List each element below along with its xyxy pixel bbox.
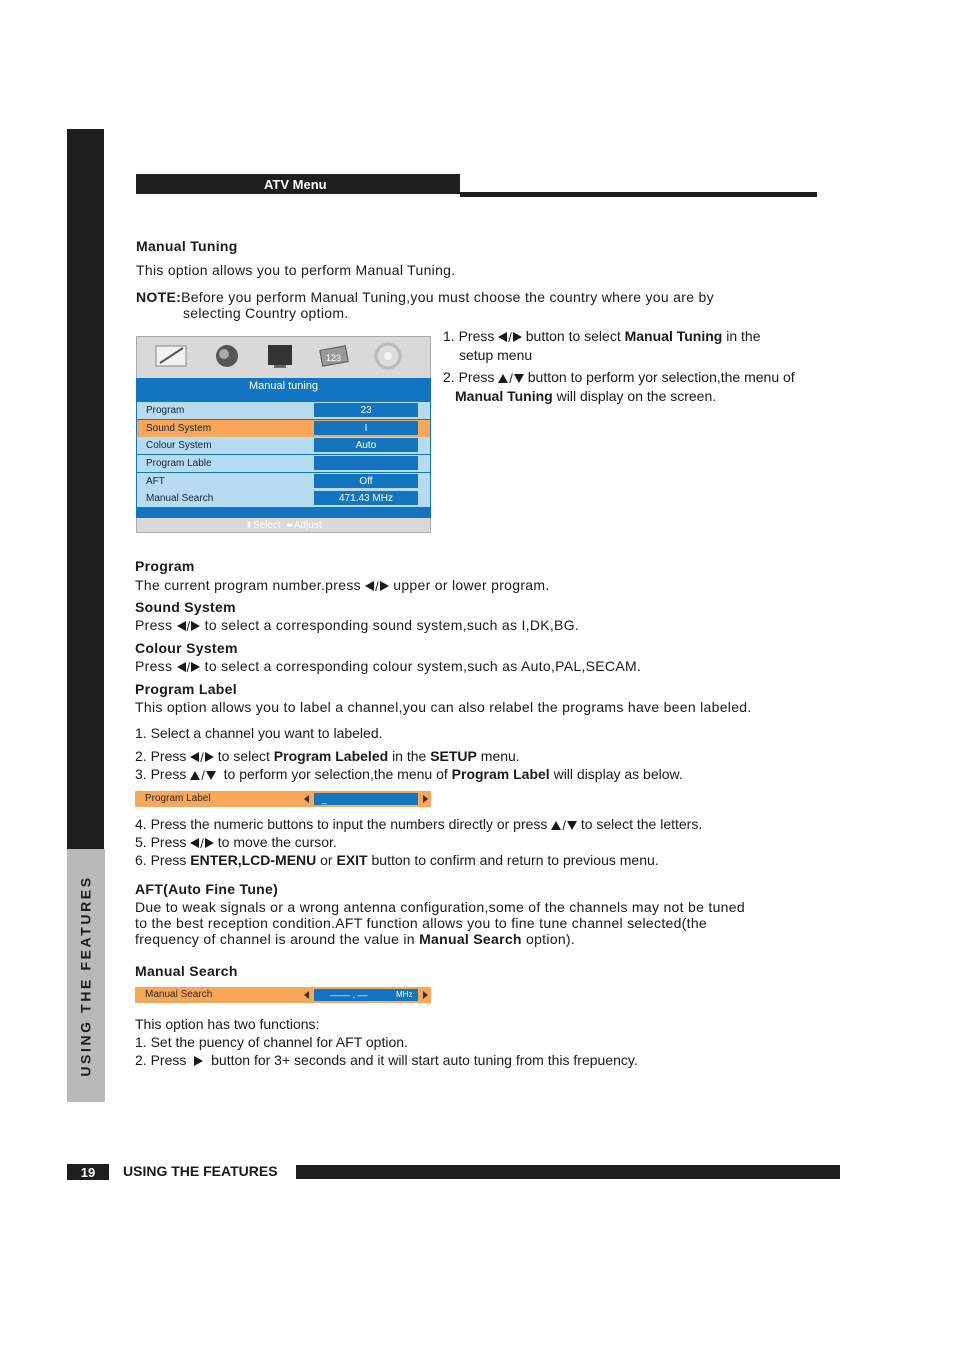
label-step-6-c: button to confirm and return to previous menu.: [371, 852, 659, 868]
left-arrow-icon: [498, 332, 507, 342]
osd-value: I: [314, 421, 418, 435]
label-step-2-bold-2: SETUP: [430, 748, 477, 764]
note-label: NOTE:: [136, 289, 182, 305]
program-label-bar-label: Program Label: [145, 793, 211, 804]
up-arrow-icon: [498, 374, 508, 383]
right-arrow-icon: [205, 752, 214, 762]
aft-line-3-a: frequency of channel is around the value in: [135, 931, 415, 947]
osd-value: [314, 456, 418, 470]
step-1-c: in the: [726, 328, 761, 344]
label-step-5: 5. Press / to move the cursor.: [135, 834, 337, 851]
step-2-c: will display on the screen.: [556, 388, 717, 404]
label-step-6-bold-2: LCD-MENU: [241, 852, 317, 868]
left-arrow-icon: [177, 621, 186, 631]
manual-tuning-heading: Manual Tuning: [136, 238, 238, 254]
label-step-3-b: to perform yor selection,the menu of: [223, 766, 448, 782]
aft-line-3: [135, 931, 575, 947]
osd-tab-icons: [150, 340, 410, 374]
step-1-a: 1. Press: [443, 328, 495, 344]
osd-footer-adjust: Adjust: [293, 520, 322, 531]
sound-text: Press / to select a corresponding sound system,such as I,DK,BG.: [135, 617, 580, 634]
label-text: This option allows you to label a channel,you can also relabel the programs have been labeled.: [135, 699, 752, 715]
label-step-3: 3. Press / to perform yor selection,the menu of Program Label will display as below.: [135, 766, 683, 783]
up-arrow-icon: [551, 821, 561, 830]
manual-search-input[interactable]: [314, 989, 418, 1001]
label-step-2-b: to select: [217, 748, 270, 764]
step-2-a: 2. Press: [443, 369, 495, 385]
up-down-icon: ⬍: [245, 520, 253, 530]
osd-footer-select: Select: [252, 520, 281, 531]
label-step-4-a: 4. Press the numeric buttons to input the numbers directly or press: [135, 816, 548, 832]
sidebar-vertical-title-text: USING THE FEATURES: [78, 874, 95, 1077]
aft-heading: AFT(Auto Fine Tune): [135, 881, 279, 897]
step-1: 1. Press / button to select Manual Tuning in the: [443, 328, 761, 345]
osd-label: Sound System: [146, 423, 212, 434]
program-heading: Program: [135, 558, 195, 574]
manual-tuning-intro: This option allows you to perform Manual Tuning.: [136, 262, 456, 278]
manual-search-item-1: 1. Set the puency of channel for AFT option.: [135, 1034, 408, 1050]
note-line-1: [136, 289, 714, 305]
label-step-2-bold-1: Program Labeled: [273, 748, 389, 764]
label-step-6-sep: ,: [237, 852, 242, 868]
osd-value: Auto: [314, 438, 418, 452]
colour-text-b: to select a corresponding colour system,such as Auto,PAL,SECAM.: [204, 658, 642, 674]
left-arrow-icon: [177, 662, 186, 672]
program-text-b: upper or lower program.: [393, 577, 550, 593]
left-arrow-icon: [190, 838, 199, 848]
label-step-1: 1. Select a channel you want to labeled.: [135, 725, 383, 741]
label-step-6-bold-1: ENTER: [190, 852, 238, 868]
label-step-4: 4. Press the numeric buttons to input the numbers directly or press / to select the letters.: [135, 816, 703, 833]
sound-heading: Sound System: [135, 599, 236, 615]
down-arrow-icon: [206, 771, 216, 780]
program-label-input[interactable]: _: [314, 793, 418, 805]
section-header: ATV Menu: [136, 174, 460, 194]
program-text: The current program number.press / upper or lower program.: [135, 577, 550, 594]
manual-search-bar-label: Manual Search: [145, 989, 213, 1000]
osd-value: 23: [314, 403, 418, 417]
manual-search-intro: This option has two functions:: [135, 1016, 320, 1032]
left-arrow-icon: [190, 752, 199, 762]
channel-icon: [320, 346, 348, 366]
osd-label: Manual Search: [146, 493, 214, 504]
label-step-4-b: to select the letters.: [580, 816, 703, 832]
left-arrow-icon: [365, 581, 374, 591]
screen-icon: [268, 345, 292, 368]
step-2: 2. Press / button to perform yor selection,the menu of: [443, 369, 795, 386]
step-2-line-2: [455, 388, 716, 404]
colour-heading: Colour System: [135, 640, 238, 656]
aft-line-2: to the best reception condition.AFT function allows you to fine tune channel selected(the: [135, 915, 708, 931]
manual-search-item-2-b: button for 3+ seconds and it will start auto tuning from this frepuency.: [211, 1052, 638, 1068]
note-text: Before you perform Manual Tuning,you must choose the country where you are by: [181, 289, 714, 305]
page-number: 19: [67, 1164, 109, 1180]
label-heading: Program Label: [135, 681, 237, 697]
right-arrow-icon: [380, 581, 389, 591]
osd-value: 471.43 MHz: [314, 491, 418, 505]
picture-icon: [156, 346, 186, 366]
bar-left-arrow-icon[interactable]: [304, 991, 309, 999]
step-1-bold: Manual Tuning: [624, 328, 723, 344]
program-text-a: The current program number.press: [135, 577, 361, 593]
down-arrow-icon: [567, 821, 577, 830]
manual-search-heading: Manual Search: [135, 963, 238, 979]
colour-text: Press / to select a corresponding colour system,such as Auto,PAL,SECAM.: [135, 658, 642, 675]
right-arrow-icon: [191, 621, 200, 631]
manual-search-unit: MHz: [396, 990, 413, 999]
right-arrow-icon: [205, 838, 214, 848]
label-step-3-a: 3. Press: [135, 766, 187, 782]
aft-line-3-b: option).: [525, 931, 576, 947]
label-step-2-d: menu.: [480, 748, 520, 764]
sound-text-a: Press: [135, 617, 173, 633]
right-arrow-icon: [191, 662, 200, 672]
label-step-2-c: in the: [392, 748, 427, 764]
osd-label: Program: [146, 405, 185, 416]
sidebar-vertical-title: [67, 849, 105, 1102]
right-arrow-icon: [194, 1056, 203, 1066]
label-step-5-a: 5. Press: [135, 834, 187, 850]
manual-search-value: –––– . ––: [330, 990, 368, 1000]
bar-right-arrow-icon[interactable]: [423, 991, 428, 999]
svg-text:123: 123: [326, 353, 342, 363]
step-2-bold: Manual Tuning: [455, 388, 553, 404]
label-step-6: [135, 852, 659, 868]
left-right-icon: ⬌: [286, 520, 294, 530]
footer-rule: [296, 1165, 840, 1179]
osd-label: Colour System: [146, 440, 212, 451]
label-step-2-a: 2. Press: [135, 748, 187, 764]
label-step-5-b: to move the cursor.: [217, 834, 337, 850]
manual-search-item-2-a: 2. Press: [135, 1052, 187, 1068]
sound-icon: [216, 345, 238, 367]
osd-footer: [136, 518, 431, 533]
label-step-2: 2. Press / to select Program Labeled in the SETUP menu.: [135, 748, 520, 765]
osd-label: Program Lable: [146, 458, 212, 469]
bar-left-arrow-icon[interactable]: [304, 795, 309, 803]
osd-value: Off: [314, 474, 418, 488]
bar-right-arrow-icon[interactable]: [423, 795, 428, 803]
step-2-b: button to perform yor selection,the menu of: [527, 369, 795, 385]
osd-label: AFT: [146, 476, 165, 487]
manual-search-item-2: [135, 1052, 638, 1068]
footer-title: USING THE FEATURES: [123, 1163, 278, 1179]
colour-text-a: Press: [135, 658, 173, 674]
sound-text-b: to select a corresponding sound system,such as I,DK,BG.: [204, 617, 580, 633]
label-step-3-bold: Program Label: [451, 766, 550, 782]
aft-line-1: Due to weak signals or a wrong antenna configuration,some of the channels may not be tuned: [135, 899, 745, 915]
label-step-6-a: 6. Press: [135, 852, 187, 868]
label-step-6-bold-3: EXIT: [336, 852, 368, 868]
step-1-b: button to select: [525, 328, 621, 344]
note-line-2: selecting Country optiom.: [183, 305, 349, 321]
step-1-line-2: setup menu: [459, 347, 533, 363]
right-arrow-icon: [513, 332, 522, 342]
aft-line-3-bold: Manual Search: [419, 931, 522, 947]
osd-title: Manual tuning: [248, 380, 319, 392]
sidebar-dark-band: [67, 129, 104, 849]
header-rule: [460, 192, 817, 197]
label-step-3-c: will display as below.: [553, 766, 683, 782]
down-arrow-icon: [514, 374, 524, 383]
up-arrow-icon: [190, 771, 200, 780]
disc-icon: [376, 344, 400, 368]
label-step-6-b: or: [320, 852, 333, 868]
